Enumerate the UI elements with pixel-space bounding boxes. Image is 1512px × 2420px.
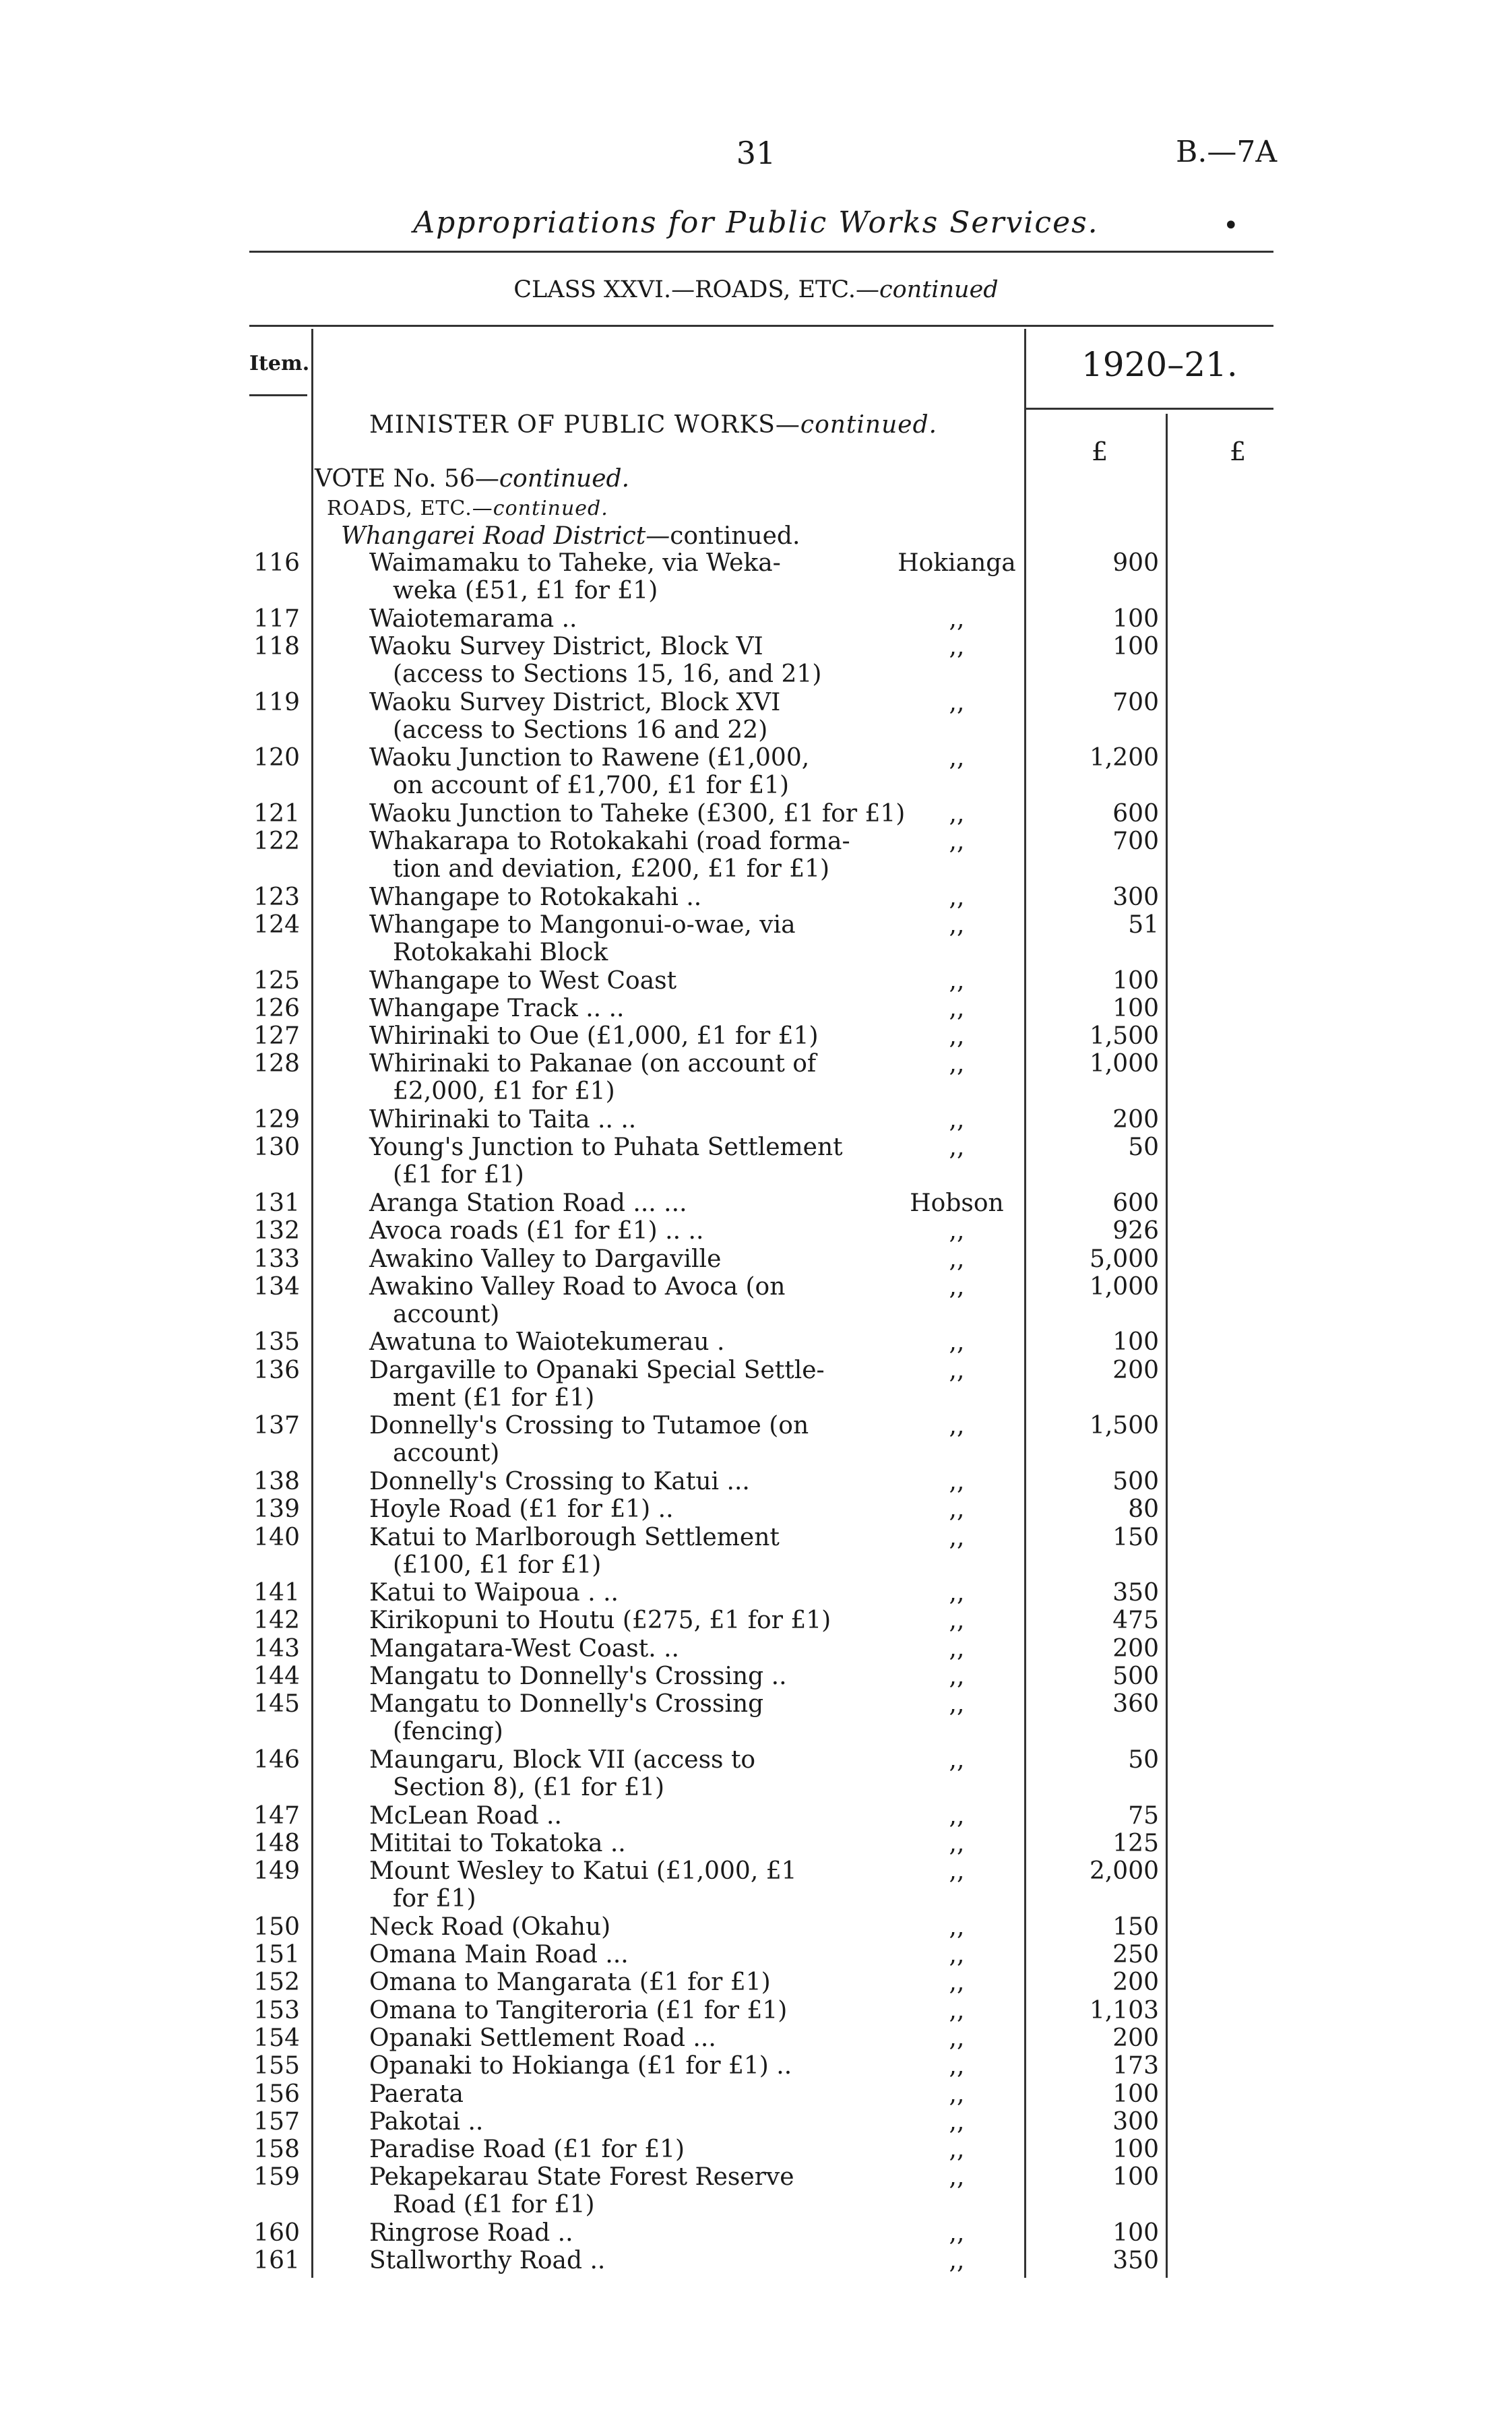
title-rule [249, 251, 1273, 253]
year-underline [1024, 408, 1273, 410]
item-number: 130 [253, 1134, 300, 1162]
district-name: ,, [949, 2163, 965, 2192]
district-name: ,, [949, 1523, 965, 1551]
district-name: ,, [949, 1634, 965, 1663]
amount-value: 300 [1112, 2107, 1159, 2136]
description-continuation: (fencing) [393, 1718, 503, 1746]
district-name: ,, [949, 1690, 965, 1718]
district-name: ,, [949, 828, 965, 855]
item-number: 118 [253, 632, 300, 660]
district-name: ,, [949, 1022, 965, 1051]
item-column-header: Item. [249, 352, 310, 375]
item-description [369, 2080, 464, 2108]
item-number: 149 [253, 1857, 300, 1886]
district-name: ,, [949, 2080, 965, 2108]
item-number: 154 [253, 2024, 300, 2052]
amount-value: 926 [1112, 1217, 1159, 1245]
description-line: Whangape to Mangonui-o-wae, via [369, 910, 796, 939]
amount-value: 1,000 [1089, 1272, 1159, 1301]
description-line: Young's Junction to Puhata Settlement [369, 1134, 843, 1162]
item-column-divider [311, 329, 313, 2278]
class-heading-main: CLASS XXVI.—ROADS, ETC.— [513, 276, 880, 303]
amount-value: 50 [1128, 1134, 1159, 1162]
amount-value: 100 [1112, 2163, 1159, 2192]
description-line: Maungaru, Block VII (access to [369, 1745, 756, 1774]
amount-value: 700 [1112, 828, 1159, 855]
description-line: Paradise Road (£1 for £1) [369, 2136, 685, 2164]
district-name: ,, [949, 1607, 965, 1635]
district-name: ,, [949, 2247, 965, 2275]
district-name: ,, [949, 744, 965, 772]
amount-value: 150 [1112, 1913, 1159, 1941]
item-number: 161 [253, 2247, 300, 2275]
item-description [369, 883, 701, 911]
district-name: ,, [949, 1579, 965, 1607]
item-number: 142 [253, 1607, 300, 1635]
item-number: 160 [253, 2219, 300, 2247]
page-title: Appropriations for Public Works Services. [413, 206, 1099, 240]
item-number: 133 [253, 1245, 300, 1273]
page-number: 31 [736, 135, 776, 171]
roads-subheading [327, 497, 608, 520]
item-number: 150 [253, 1913, 300, 1941]
item-description [369, 2219, 573, 2247]
description-continuation: Rotokakahi Block [393, 938, 608, 966]
amount-value: 475 [1112, 1607, 1159, 1635]
amount-value: 200 [1112, 1968, 1159, 1997]
item-number: 135 [253, 1328, 300, 1357]
district-name: ,, [949, 2052, 965, 2080]
amount-value: 2,000 [1089, 1857, 1159, 1886]
item-description [369, 633, 821, 688]
district-name: ,, [949, 604, 965, 633]
description-line: McLean Road .. [369, 1801, 562, 1830]
description-continuation: for £1) [393, 1885, 476, 1913]
item-description [369, 1189, 687, 1217]
amount-value: 700 [1112, 688, 1159, 716]
item-description [369, 1412, 809, 1467]
description-line: Whakarapa to Rotokakahi (road forma- [369, 828, 850, 855]
item-description [369, 1941, 629, 1968]
item-number: 126 [253, 994, 300, 1022]
description-line: Opanaki Settlement Road ... [369, 2024, 716, 2052]
description-line: Hoyle Road (£1 for £1) .. [369, 1495, 674, 1524]
item-number: 122 [253, 828, 300, 855]
amount-value: 100 [1112, 2219, 1159, 2247]
description-line: Pekapekarau State Forest Reserve [369, 2163, 794, 2192]
district-name: ,, [949, 1467, 965, 1495]
district-name: ,, [949, 1412, 965, 1440]
description-line: Awakino Valley Road to Avoca (on [369, 1272, 786, 1301]
item-number: 138 [253, 1467, 300, 1495]
item-number: 127 [253, 1022, 300, 1051]
item-number: 136 [253, 1356, 300, 1384]
district-subheading [341, 522, 800, 550]
item-description [369, 1217, 703, 1245]
item-number: 129 [253, 1106, 300, 1134]
item-description [369, 744, 809, 799]
description-continuation: £2,000, £1 for £1) [393, 1078, 615, 1106]
item-number: 139 [253, 1495, 300, 1524]
district-name: ,, [949, 1941, 965, 1968]
minister-heading [369, 411, 937, 439]
amount-column-divider [1166, 414, 1168, 2278]
amount-value: 125 [1112, 1829, 1159, 1857]
district-name: ,, [949, 2219, 965, 2247]
item-description [369, 1635, 679, 1663]
district-name: ,, [949, 1801, 965, 1830]
description-line: Opanaki to Hokianga (£1 for £1) .. [369, 2052, 792, 2080]
district-name: ,, [949, 2136, 965, 2164]
amount-value: 150 [1112, 1523, 1159, 1551]
roads-subheading-suffix: continued. [493, 497, 608, 520]
amount-value: 100 [1112, 966, 1159, 995]
description-line: Whangape to Rotokakahi .. [369, 883, 702, 911]
district-name: ,, [949, 966, 965, 995]
district-name: ,, [949, 1134, 965, 1162]
item-description [369, 1524, 780, 1579]
amount-value: 350 [1112, 1579, 1159, 1607]
item-description [369, 1050, 816, 1105]
item-description [369, 1968, 771, 1996]
district-name: ,, [949, 1913, 965, 1941]
district-name: ,, [949, 799, 965, 828]
item-description [369, 1468, 750, 1495]
roads-subheading-main: ROADS, ETC.— [327, 497, 493, 520]
amount-value: 51 [1128, 910, 1159, 939]
item-description [369, 2052, 792, 2080]
item-description [369, 1607, 831, 1634]
item-number: 128 [253, 1050, 300, 1078]
description-line: Donnelly's Crossing to Katui ... [369, 1467, 750, 1495]
item-description [369, 1997, 787, 2024]
item-number: 120 [253, 744, 300, 772]
item-number: 143 [253, 1634, 300, 1663]
item-description [369, 1357, 825, 1412]
district-name: ,, [949, 910, 965, 939]
description-line: Whangape to West Coast [369, 966, 677, 995]
district-name: ,, [949, 1495, 965, 1524]
item-number: 152 [253, 1968, 300, 1997]
item-number: 151 [253, 1941, 300, 1968]
description-continuation: on account of £1,700, £1 for £1) [393, 772, 790, 800]
item-description [369, 1273, 785, 1328]
item-number: 157 [253, 2107, 300, 2136]
description-line: Omana Main Road ... [369, 1941, 629, 1968]
description-line: Mount Wesley to Katui (£1,000, £1 [369, 1857, 797, 1886]
description-line: Mangatara-West Coast. .. [369, 1634, 679, 1663]
amount-value: 250 [1112, 1941, 1159, 1968]
item-description [369, 2136, 685, 2163]
amount-value: 5,000 [1089, 1245, 1159, 1273]
district-name: Hobson [910, 1189, 1004, 1217]
district-name: ,, [949, 1829, 965, 1857]
item-description [369, 1913, 610, 1941]
item-description [369, 1106, 636, 1134]
amount-value: 100 [1112, 994, 1159, 1022]
description-line: Mangatu to Donnelly's Crossing [369, 1690, 764, 1718]
item-description [369, 1134, 843, 1189]
vote-heading [315, 465, 629, 493]
district-name: ,, [949, 2024, 965, 2052]
item-number: 123 [253, 883, 300, 911]
amount-value: 100 [1112, 2136, 1159, 2164]
description-continuation: Road (£1 for £1) [393, 2191, 595, 2219]
description-continuation: Section 8), (£1 for £1) [393, 1773, 665, 1801]
district-name: ,, [949, 632, 965, 660]
description-continuation: (£100, £1 for £1) [393, 1551, 602, 1579]
district-name: Hokianga [897, 549, 1016, 577]
district-name: ,, [949, 1245, 965, 1273]
header-underline [249, 394, 307, 396]
item-description [369, 1857, 797, 1913]
district-name: ,, [949, 1968, 965, 1997]
item-number: 141 [253, 1579, 300, 1607]
district-name: ,, [949, 1272, 965, 1301]
description-line: Waiotemarama .. [369, 604, 577, 633]
description-line: Waoku Junction to Rawene (£1,000, [369, 744, 810, 772]
amount-value: 1,200 [1089, 744, 1159, 772]
description-line: Whirinaki to Pakanae (on account of [369, 1050, 817, 1078]
district-name: ,, [949, 1217, 965, 1245]
district-name: ,, [949, 994, 965, 1022]
amount-value: 1,500 [1089, 1022, 1159, 1051]
pound-sign-column-2: £ [1230, 437, 1247, 466]
item-number: 134 [253, 1272, 300, 1301]
description-line: Neck Road (Okahu) [369, 1913, 611, 1941]
item-number: 145 [253, 1690, 300, 1718]
item-description [369, 800, 905, 828]
description-line: Waoku Survey District, Block VI [369, 632, 763, 660]
amount-value: 1,000 [1089, 1050, 1159, 1078]
item-number: 144 [253, 1663, 300, 1690]
item-number: 124 [253, 910, 300, 939]
class-heading-suffix: continued [879, 276, 999, 303]
minister-heading-main: MINISTER OF PUBLIC WORKS— [369, 411, 800, 439]
description-line: Paerata [369, 2080, 464, 2108]
description-line: Dargaville to Opanaki Special Settle- [369, 1356, 825, 1384]
description-line: Mangatu to Donnelly's Crossing .. [369, 1663, 787, 1690]
district-name: ,, [949, 1857, 965, 1886]
item-number: 147 [253, 1801, 300, 1830]
description-line: Whangape Track .. .. [369, 994, 625, 1022]
item-number: 158 [253, 2136, 300, 2164]
description-line: Waoku Survey District, Block XVI [369, 688, 781, 716]
amount-value: 200 [1112, 1356, 1159, 1384]
description-line: Donnelly's Crossing to Tutamoe (on [369, 1412, 809, 1440]
item-number: 140 [253, 1523, 300, 1551]
item-number: 125 [253, 966, 300, 995]
district-name: ,, [949, 883, 965, 911]
amount-value: 100 [1112, 604, 1159, 633]
description-line: Whirinaki to Oue (£1,000, £1 for £1) [369, 1022, 819, 1051]
description-line: Katui to Marlborough Settlement [369, 1523, 780, 1551]
amount-value: 600 [1112, 1189, 1159, 1217]
item-description [369, 967, 676, 995]
item-description [369, 2108, 483, 2136]
item-description [369, 1022, 819, 1050]
description-line: Aranga Station Road ... ... [369, 1189, 687, 1217]
description-continuation: ment (£1 for £1) [393, 1384, 595, 1412]
amount-value: 900 [1112, 549, 1159, 577]
district-name: ,, [949, 1106, 965, 1134]
amount-value: 200 [1112, 2024, 1159, 2052]
district-name: ,, [949, 688, 965, 716]
district-column-divider [1024, 329, 1026, 2278]
pound-sign-column-1: £ [1092, 437, 1108, 466]
item-description [369, 1663, 787, 1690]
item-description [369, 1802, 562, 1830]
item-description [369, 549, 781, 604]
district-name: ,, [949, 1996, 965, 2024]
amount-value: 100 [1112, 2080, 1159, 2108]
vote-heading-suffix: continued. [499, 465, 630, 493]
item-description [369, 1690, 763, 1745]
item-description [369, 1328, 724, 1356]
district-name: ,, [949, 1663, 965, 1690]
description-continuation: (access to Sections 16 and 22) [393, 716, 768, 744]
item-number: 148 [253, 1829, 300, 1857]
amount-value: 80 [1128, 1495, 1159, 1524]
amount-value: 360 [1112, 1690, 1159, 1718]
description-continuation: (access to Sections 15, 16, and 21) [393, 660, 822, 688]
amount-value: 50 [1128, 1745, 1159, 1774]
amount-value: 350 [1112, 2247, 1159, 2275]
table-top-rule [249, 325, 1273, 327]
amount-value: 100 [1112, 1328, 1159, 1357]
item-description [369, 689, 780, 744]
vote-heading-main: VOTE No. 56— [315, 465, 499, 493]
description-line: Kirikopuni to Houtu (£275, £1 for £1) [369, 1607, 831, 1635]
description-line: Whirinaki to Taita .. .. [369, 1106, 637, 1134]
item-number: 121 [253, 799, 300, 828]
item-description [369, 911, 796, 966]
item-number: 156 [253, 2080, 300, 2108]
description-continuation: account) [393, 1300, 500, 1328]
amount-value: 500 [1112, 1663, 1159, 1690]
description-line: Katui to Waipoua . .. [369, 1579, 619, 1607]
description-line: Awakino Valley to Dargaville [369, 1245, 722, 1273]
item-description [369, 828, 850, 883]
description-line: Avoca roads (£1 for £1) .. .. [369, 1217, 704, 1245]
amount-value: 200 [1112, 1106, 1159, 1134]
item-number: 131 [253, 1189, 300, 1217]
item-description [369, 1245, 721, 1273]
description-line: Waimamaku to Taheke, via Weka- [369, 549, 781, 577]
item-description [369, 1579, 619, 1607]
amount-value: 100 [1112, 632, 1159, 660]
district-name: ,, [949, 1328, 965, 1357]
item-number: 137 [253, 1412, 300, 1440]
item-description [369, 2024, 716, 2052]
district-name: ,, [949, 1745, 965, 1774]
item-description [369, 605, 577, 633]
item-number: 119 [253, 688, 300, 716]
description-line: Waoku Junction to Taheke (£300, £1 for £1) [369, 799, 906, 828]
description-line: Mititai to Tokatoka .. [369, 1829, 626, 1857]
item-number: 116 [253, 549, 300, 577]
item-number: 117 [253, 604, 300, 633]
item-description [369, 2163, 794, 2219]
description-line: Stallworthy Road .. [369, 2247, 606, 2275]
amount-value: 75 [1128, 1801, 1159, 1830]
description-line: Omana to Mangarata (£1 for £1) [369, 1968, 771, 1997]
item-description [369, 1495, 674, 1523]
amount-value: 1,500 [1089, 1412, 1159, 1440]
district-name: ,, [949, 1050, 965, 1078]
description-continuation: (£1 for £1) [393, 1161, 524, 1189]
amount-value: 1,103 [1089, 1996, 1159, 2024]
description-line: Omana to Tangiteroria (£1 for £1) [369, 1996, 788, 2024]
item-number: 146 [253, 1745, 300, 1774]
minister-heading-suffix: continued. [800, 411, 938, 439]
item-description [369, 2247, 605, 2274]
district-subheading-suffix: continued. [670, 522, 800, 550]
description-line: Ringrose Road .. [369, 2219, 573, 2247]
district-subheading-main: Whangarei Road District— [341, 522, 670, 550]
bullet-mark: • [1223, 210, 1239, 241]
item-description [369, 1746, 755, 1801]
item-description [369, 1830, 626, 1857]
item-number: 155 [253, 2052, 300, 2080]
description-continuation: account) [393, 1439, 500, 1468]
district-name: ,, [949, 1356, 965, 1384]
item-number: 159 [253, 2163, 300, 2192]
description-line: Pakotai .. [369, 2107, 484, 2136]
description-continuation: weka (£51, £1 for £1) [393, 577, 658, 604]
amount-value: 173 [1112, 2052, 1159, 2080]
amount-value: 200 [1112, 1634, 1159, 1663]
item-description [369, 995, 624, 1022]
amount-value: 600 [1112, 799, 1159, 828]
district-name: ,, [949, 2107, 965, 2136]
class-heading [513, 276, 998, 303]
amount-value: 500 [1112, 1467, 1159, 1495]
amount-value: 300 [1112, 883, 1159, 911]
description-line: Awatuna to Waiotekumerau . [369, 1328, 725, 1357]
description-continuation: tion and deviation, £200, £1 for £1) [393, 855, 830, 883]
document-reference: B.—7A [1176, 135, 1278, 169]
item-number: 153 [253, 1996, 300, 2024]
year-column-header: 1920–21. [1081, 345, 1238, 384]
item-number: 132 [253, 1217, 300, 1245]
